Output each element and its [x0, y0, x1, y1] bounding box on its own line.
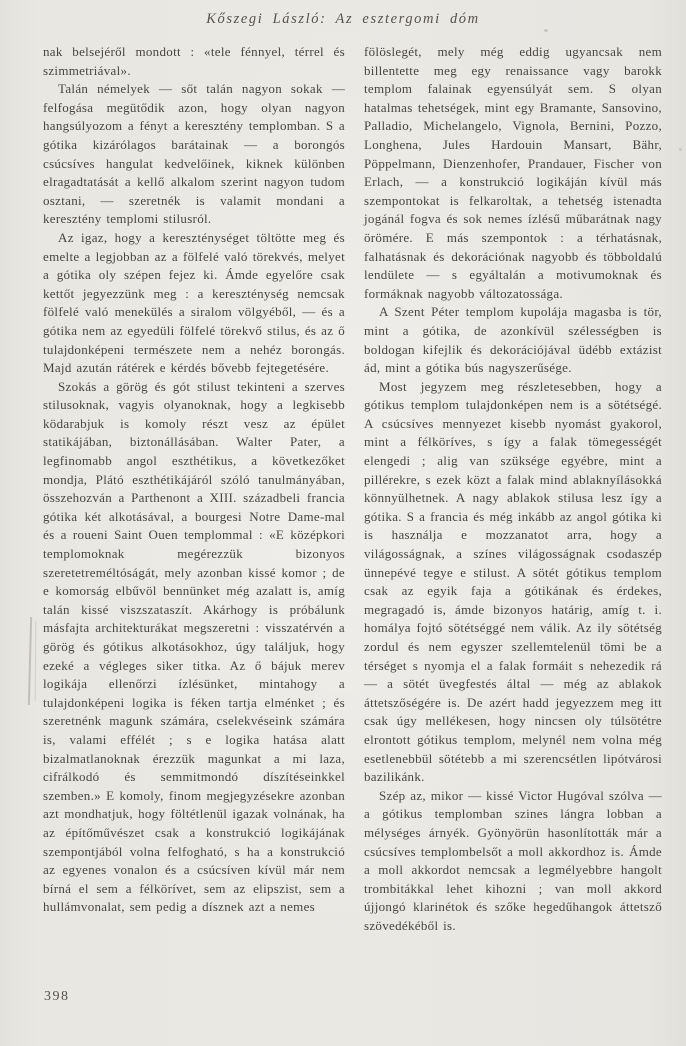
paragraph: fölöslegét, mely még eddig ugyancsak nem billentette meg egy renaissance vagy barokk templom falainak egyensúlyát sem. S olyan hatalmas tehetségek, mint egy Bramante, Sansovino, Palladio, Michelangelo, Vignola, Bernini, Pozzo, Longhena, Jules Hardouin Mansart, Bähr, Pöppelmann, Dienzenhofer, Prandauer, Fischer von Erlach, — a konstrukció logikáján kívül más szempontokat is felkaroltak, a tehetség istenadta jogánál fogva és sok nemes ízlésű műbarátnak nagy örömére. E más szempontok : a térhatásnak, falhatásnak és dekorációnak nagyobb és többoldalú lendülete — s egyáltalán a motivumoknak és formáknak nagyobb változatossága. [364, 44, 662, 301]
paragraph: Az igaz, hogy a kereszténységet töltötte meg és emelte a legjobban az a fölfelé való törekvés, melyet a gótika oly szépen fejez ki. Ámde egyelőre csak kettőt jegyezzünk meg : a kereszténység nemcsak fölfelé való menekülés a siralom völgyéből, — és a gótika nem az egyedüli fölfelé törekvő stilus, és az ő tulajdonképeni természete nem a nehéz borongás. Majd azután rátérek e kérdés bővebb fejtegetésére. [43, 229, 345, 376]
right-column [364, 43, 662, 936]
text-columns [43, 43, 662, 936]
running-header: Kőszegi László: Az esztergomi dóm [206, 11, 480, 27]
paragraph: Talán némelyek — sőt talán nagyon sokak — felfogása megütődik azon, hogy olyan nagyon hangsúlyozom a fényt a keresztény templomban. S a gótika kizárólagos barátainak — a borongós csúcsíves hangulat kedvelőinek, kiknek különben elragadtatását a kellő alkalom szerint nagyon tudom osztani, — szeretnék is valamit mondani a keresztény templomi stilusról. [43, 81, 345, 227]
paragraph: Most jegyzem meg részletesebben, hogy a gótikus templom tulajdonképen nem is a sötétségé. A csúcsíves mennyezet kisebb nyomást gyakorol, mint a félköríves, s így a falak tömegességét elengedi ; alig van szüksége egyébre, mint a pillérekre, s ezek közt a falak mind ablaknyílásokká könnyülhetnek. A nagy ablakok stilusa lesz így a gótika. S a francia és még inkább az angol gótika ki is használja e mozzanatot arra, hogy a világosságnak, a színes világosságnak csodaszép ünnepévé tegye e stilust. A sötét gótikus templom csak az egyik faja a gótikának és érdekes, megragadó is, ámde bizonyos határig, amíg t. i. homálya fojtó sötétséggé nem válik. Az ily sötétség zordul és nem egyszer szellemtelenül tömi be a térséget s nyomja el a falak formáit s nehezedik rá — a sötét üvegfestés által — még az ablakok áttetszőségére is. De azért hadd jegyezzem meg itt csak úgy mellékesen, hogy nincsen oly túlsötétre elrontott gótikus templom, melynél nem volna még esetlenebbül sötétebb a mi szerencsétlen lipótvárosi bazilikánk. [364, 378, 662, 785]
scan-artifact-speck [679, 148, 682, 151]
scan-artifact-speck [544, 29, 548, 32]
page-number: 398 [44, 989, 70, 1004]
paragraph: A Szent Péter templom kupolája magasba is tör, mint a gótika, de azonkívül szélességben is boldogan kifejlik és dekorációjával üdébb extázist ád, mint a gótika bús nagyszerűsége. [364, 304, 662, 376]
scan-artifact-line [35, 621, 37, 701]
paragraph: Szokás a görög és gót stilust tekinteni a szerves stilusoknak, vagyis olyanoknak, hogy a legkisebb ködarabjuk is komoly részt vesz az épület statikájában, biztonállásában. Walter Pater, a legfinomabb angol eszthétikus, a következőket mondja, Plátó eszthétikájáról szóló tanulmányában, összehozván a Parthenont a XIII. századbeli francia gótika két alkotásával, a bourgesi Notre Dame-mal és a roueni Saint Ouen templommal : «E középkori templomoknak megérezzük bizonyos szeretetreméltóságát, mely azonban kissé komor ; de e komorság elbűvöl bennünket még azalatt is, amíg talán kissé viszszataszít. Akárhogy is próbálunk másfajta architekturákat megszeretni : visszatérvén a görög és gótikus alkotásokhoz, úgy találjuk, hogy ezeké a végleges siker titka. Az ő bájuk merev logikája ellenőrzi ízlésünket, mintahogy a tulajdonképeni logika is féken tartja elménket ; és szeretnénk magunk számára, cselekvéseink számára is, valami effélét ; s e logika hatása alatt bizalmatlanoknak érezzük magunkat a mi laza, cifrálkodó és semmitmondó díszítéseinkkel szemben.» E komoly, finom megjegyzésekre azonban azt mondhatjuk, hogy föltétlenül igazak volnának, ha az építőművészet csak a konstrukció logikájának szempontjából volna felfogható, s ha a konstrukció az egyenes vonalon és a csúcsíven kívül már nem bírná el sem a félkörívet, sem az elipszist, sem a hullámvonalat, sem pedig a dísznek azt a nemes [43, 378, 345, 915]
left-column [43, 43, 345, 936]
paragraph: nak belsejéről mondott : «tele fénnyel, térrel és szimmetriával». [43, 44, 345, 78]
paragraph: Szép az, mikor — kissé Victor Hugóval szólva — a gótikus templomban szines lángra lobban a mélységes árnyék. Gyönyörün hasonlították már a csúcsíves templombelsőt a moll akkordhoz is. Ámde a moll akkordot nemcsak a legmélyebbre hangolt trombitákkal lehet kihozni ; van moll akkord újjongó klarinétok és szőke hegedűhangok áttetsző szövedékéből is. [364, 787, 662, 933]
scan-artifact-line [28, 617, 32, 705]
